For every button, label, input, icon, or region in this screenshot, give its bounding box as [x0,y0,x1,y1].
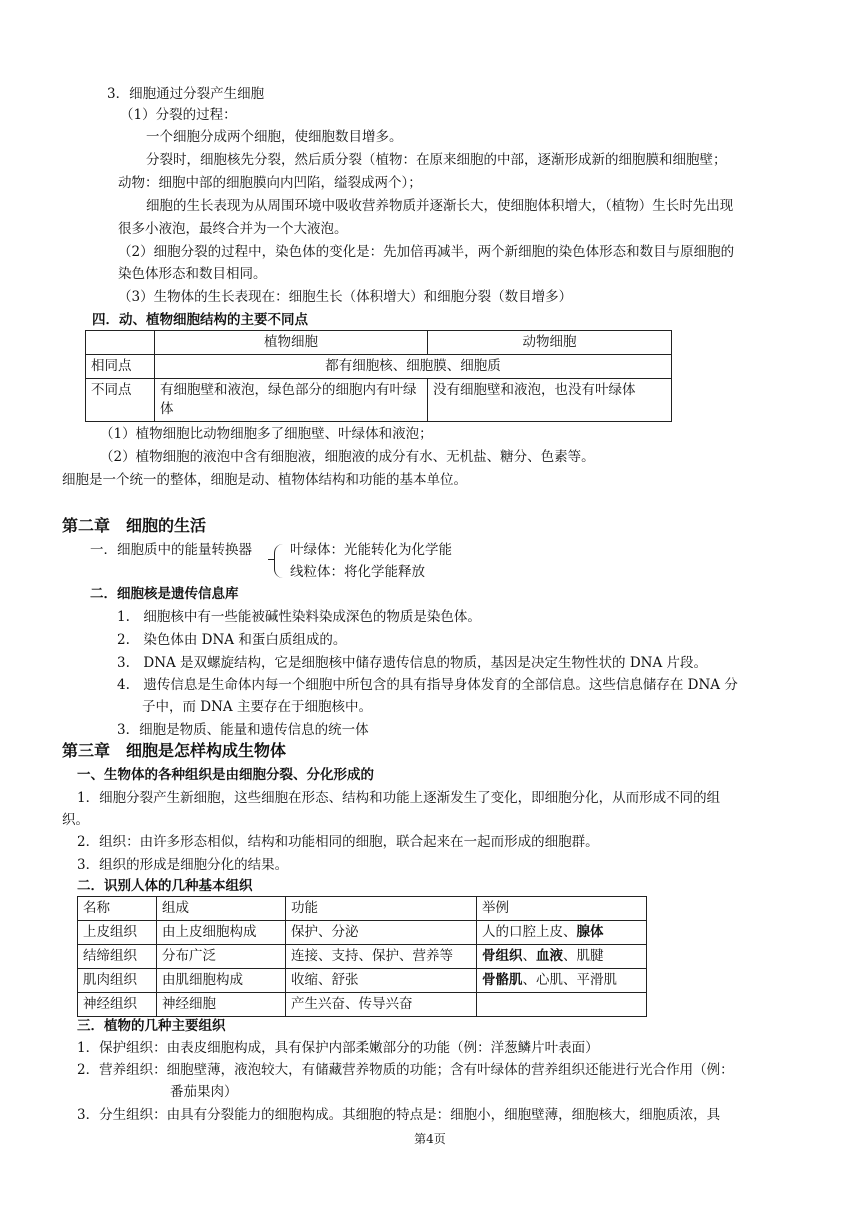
example-text: 、肌腱 [563,948,604,964]
section-1-label: 一．细胞质中的能量转换器 [90,542,252,558]
table-header: 植物细胞 [155,331,428,355]
section-3-title: 3．细胞通过分裂产生细胞 [107,86,265,102]
table-header: 举例 [477,897,647,921]
text-line: 一个细胞分成两个细胞，使细胞数目增多。 [146,129,403,145]
table-cell: 由上皮细胞构成 [157,921,286,945]
cell-comparison-table [85,330,672,422]
text-line: 染色体形态和数目相同。 [118,266,267,282]
page-number: 第4页 [414,1132,446,1146]
text-line: 3．分生组织：由具有分裂能力的细胞构成。其细胞的特点是：细胞小，细胞壁薄，细胞核大，细胞质浓，具 [77,1107,721,1123]
paragraph-1-heading: （1）分裂的过程： [120,107,237,123]
table-row [86,355,672,379]
table-cell [86,331,155,355]
table-row [78,969,647,993]
text-line: 动物：细胞中部的细胞膜向内凹陷，缢裂成两个）； [118,175,422,191]
table-cell [477,993,647,1017]
text-line: 2．组织：由许多形态相似，结构和功能相同的细胞，联合起来在一起而形成的细胞群。 [77,834,599,850]
table-row [78,945,647,969]
table-cell: 结缔组织 [78,945,157,969]
section-1-title: 一、生物体的各种组织是由细胞分裂、分化形成的 [77,767,374,783]
text-line: 1．保护组织：由表皮细胞构成，具有保护内部柔嫩部分的功能（例：洋葱鳞片叶表面） [77,1040,599,1056]
table-cell: 不同点 [86,379,155,422]
list-item: 4. 遗传信息是生命体内每一个细胞中所包含的具有指导身体发育的全部信息。这些信息储存在 DNA 分 [117,677,738,693]
section-2-title: 二．识别人体的几种基本组织 [77,878,253,894]
table-header: 名称 [78,897,157,921]
table-cell: 神经组织 [78,993,157,1017]
text-line: （3）生物体的生长表现在：细胞生长（体积增大）和细胞分裂（数目增多） [118,289,573,305]
table-cell: 上皮组织 [78,921,157,945]
example-bold: 血液 [536,948,563,964]
table-header: 功能 [286,897,477,921]
text-line: 织。 [62,812,89,828]
text-line: 很多小液泡，最终合并为一个大液泡。 [118,221,348,237]
table-cell: 神经细胞 [157,993,286,1017]
table-cell: 连接、支持、保护、营养等 [286,945,477,969]
example-text: 、心肌、平滑肌 [522,972,617,988]
table-cell [477,969,647,993]
text-line: 番茄果肉） [170,1084,238,1100]
tissue-table [77,896,647,1017]
table-cell: 由肌细胞构成 [157,969,286,993]
text-line: （2）植物细胞的液泡中含有细胞液，细胞液的成分有水、无机盐、糖分、色素等。 [100,449,595,465]
table-cell: 没有细胞壁和液泡，也没有叶绿体 [428,379,672,422]
table-row [86,379,672,422]
table-cell: 产生兴奋、传导兴奋 [286,993,477,1017]
table-row [78,921,647,945]
table-row [86,331,672,355]
table-cell: 有细胞壁和液泡，绿色部分的细胞内有叶绿体 [155,379,428,422]
text-line: 细胞的生长表现为从周围环境中吸收营养物质并逐渐长大，使细胞体积增大，（植物）生长时先出现 [146,198,734,214]
example-bold: 骨组织 [482,948,523,964]
table-header: 组成 [157,897,286,921]
table-cell: 肌肉组织 [78,969,157,993]
chapter-2-title: 第二章 细胞的生活 [62,516,207,535]
list-item: 2. 染色体由 DNA 和蛋白质组成的。 [117,632,347,648]
example-bold: 骨骼肌 [482,972,523,988]
table-cell: 收缩、舒张 [286,969,477,993]
text-line: 2．营养组织：细胞壁薄，液泡较大，有储藏营养物质的功能；含有叶绿体的营养组织还能进行光合作用（例： [77,1062,734,1078]
section-4-title: 四．动、植物细胞结构的主要不同点 [92,312,308,328]
chapter-3-title: 第三章 细胞是怎样构成生物体 [62,741,287,760]
table-cell: 分布广泛 [157,945,286,969]
example-text: 、 [522,948,536,964]
table-cell: 相同点 [86,355,155,379]
text-line: 分裂时，细胞核先分裂，然后质分裂（植物：在原来细胞的中部，逐渐形成新的细胞膜和细胞壁； [146,152,727,168]
brace-icon [274,544,283,578]
example-bold: 腺体 [576,924,604,940]
table-row [78,993,647,1017]
list-item: 3．细胞是物质、能量和遗传信息的统一体 [117,722,369,738]
list-item: 3. DNA 是双螺旋结构，它是细胞核中储存遗传信息的物质，基因是决定生物性状的 DNA 片段。 [117,655,708,671]
text-line: （1）植物细胞比动物细胞多了细胞壁、叶绿体和液泡； [100,426,433,442]
text-line: （2）细胞分裂的过程中，染色体的变化是：先加倍再减半，两个新细胞的染色体形态和数目与原细胞的 [118,244,735,260]
table-row [78,897,647,921]
brace-item: 叶绿体：光能转化为化学能 [290,542,452,558]
table-cell: 都有细胞核、细胞膜、细胞质 [155,355,672,379]
section-3-title: 三．植物的几种主要组织 [77,1018,226,1034]
list-item: 子中，而 DNA 主要存在于细胞核中。 [142,699,372,715]
table-header: 动物细胞 [428,331,672,355]
text-line: 1．细胞分裂产生新细胞，这些细胞在形态、结构和功能上逐渐发生了变化，即细胞分化，从而形成不同的组 [77,790,721,806]
list-item: 1. 细胞核中有一些能被碱性染料染成深色的物质是染色体。 [117,609,481,625]
table-cell: 保护、分泌 [286,921,477,945]
text-line: 细胞是一个统一的整体，细胞是动、植物体结构和功能的基本单位。 [62,472,467,488]
example-text: 人的口腔上皮、 [482,924,577,940]
text-line: 3．组织的形成是细胞分化的结果。 [77,857,289,873]
brace-item: 线粒体：将化学能释放 [290,564,425,580]
table-cell [477,945,647,969]
section-2-title: 二．细胞核是遗传信息库 [90,586,239,602]
table-cell [477,921,647,945]
